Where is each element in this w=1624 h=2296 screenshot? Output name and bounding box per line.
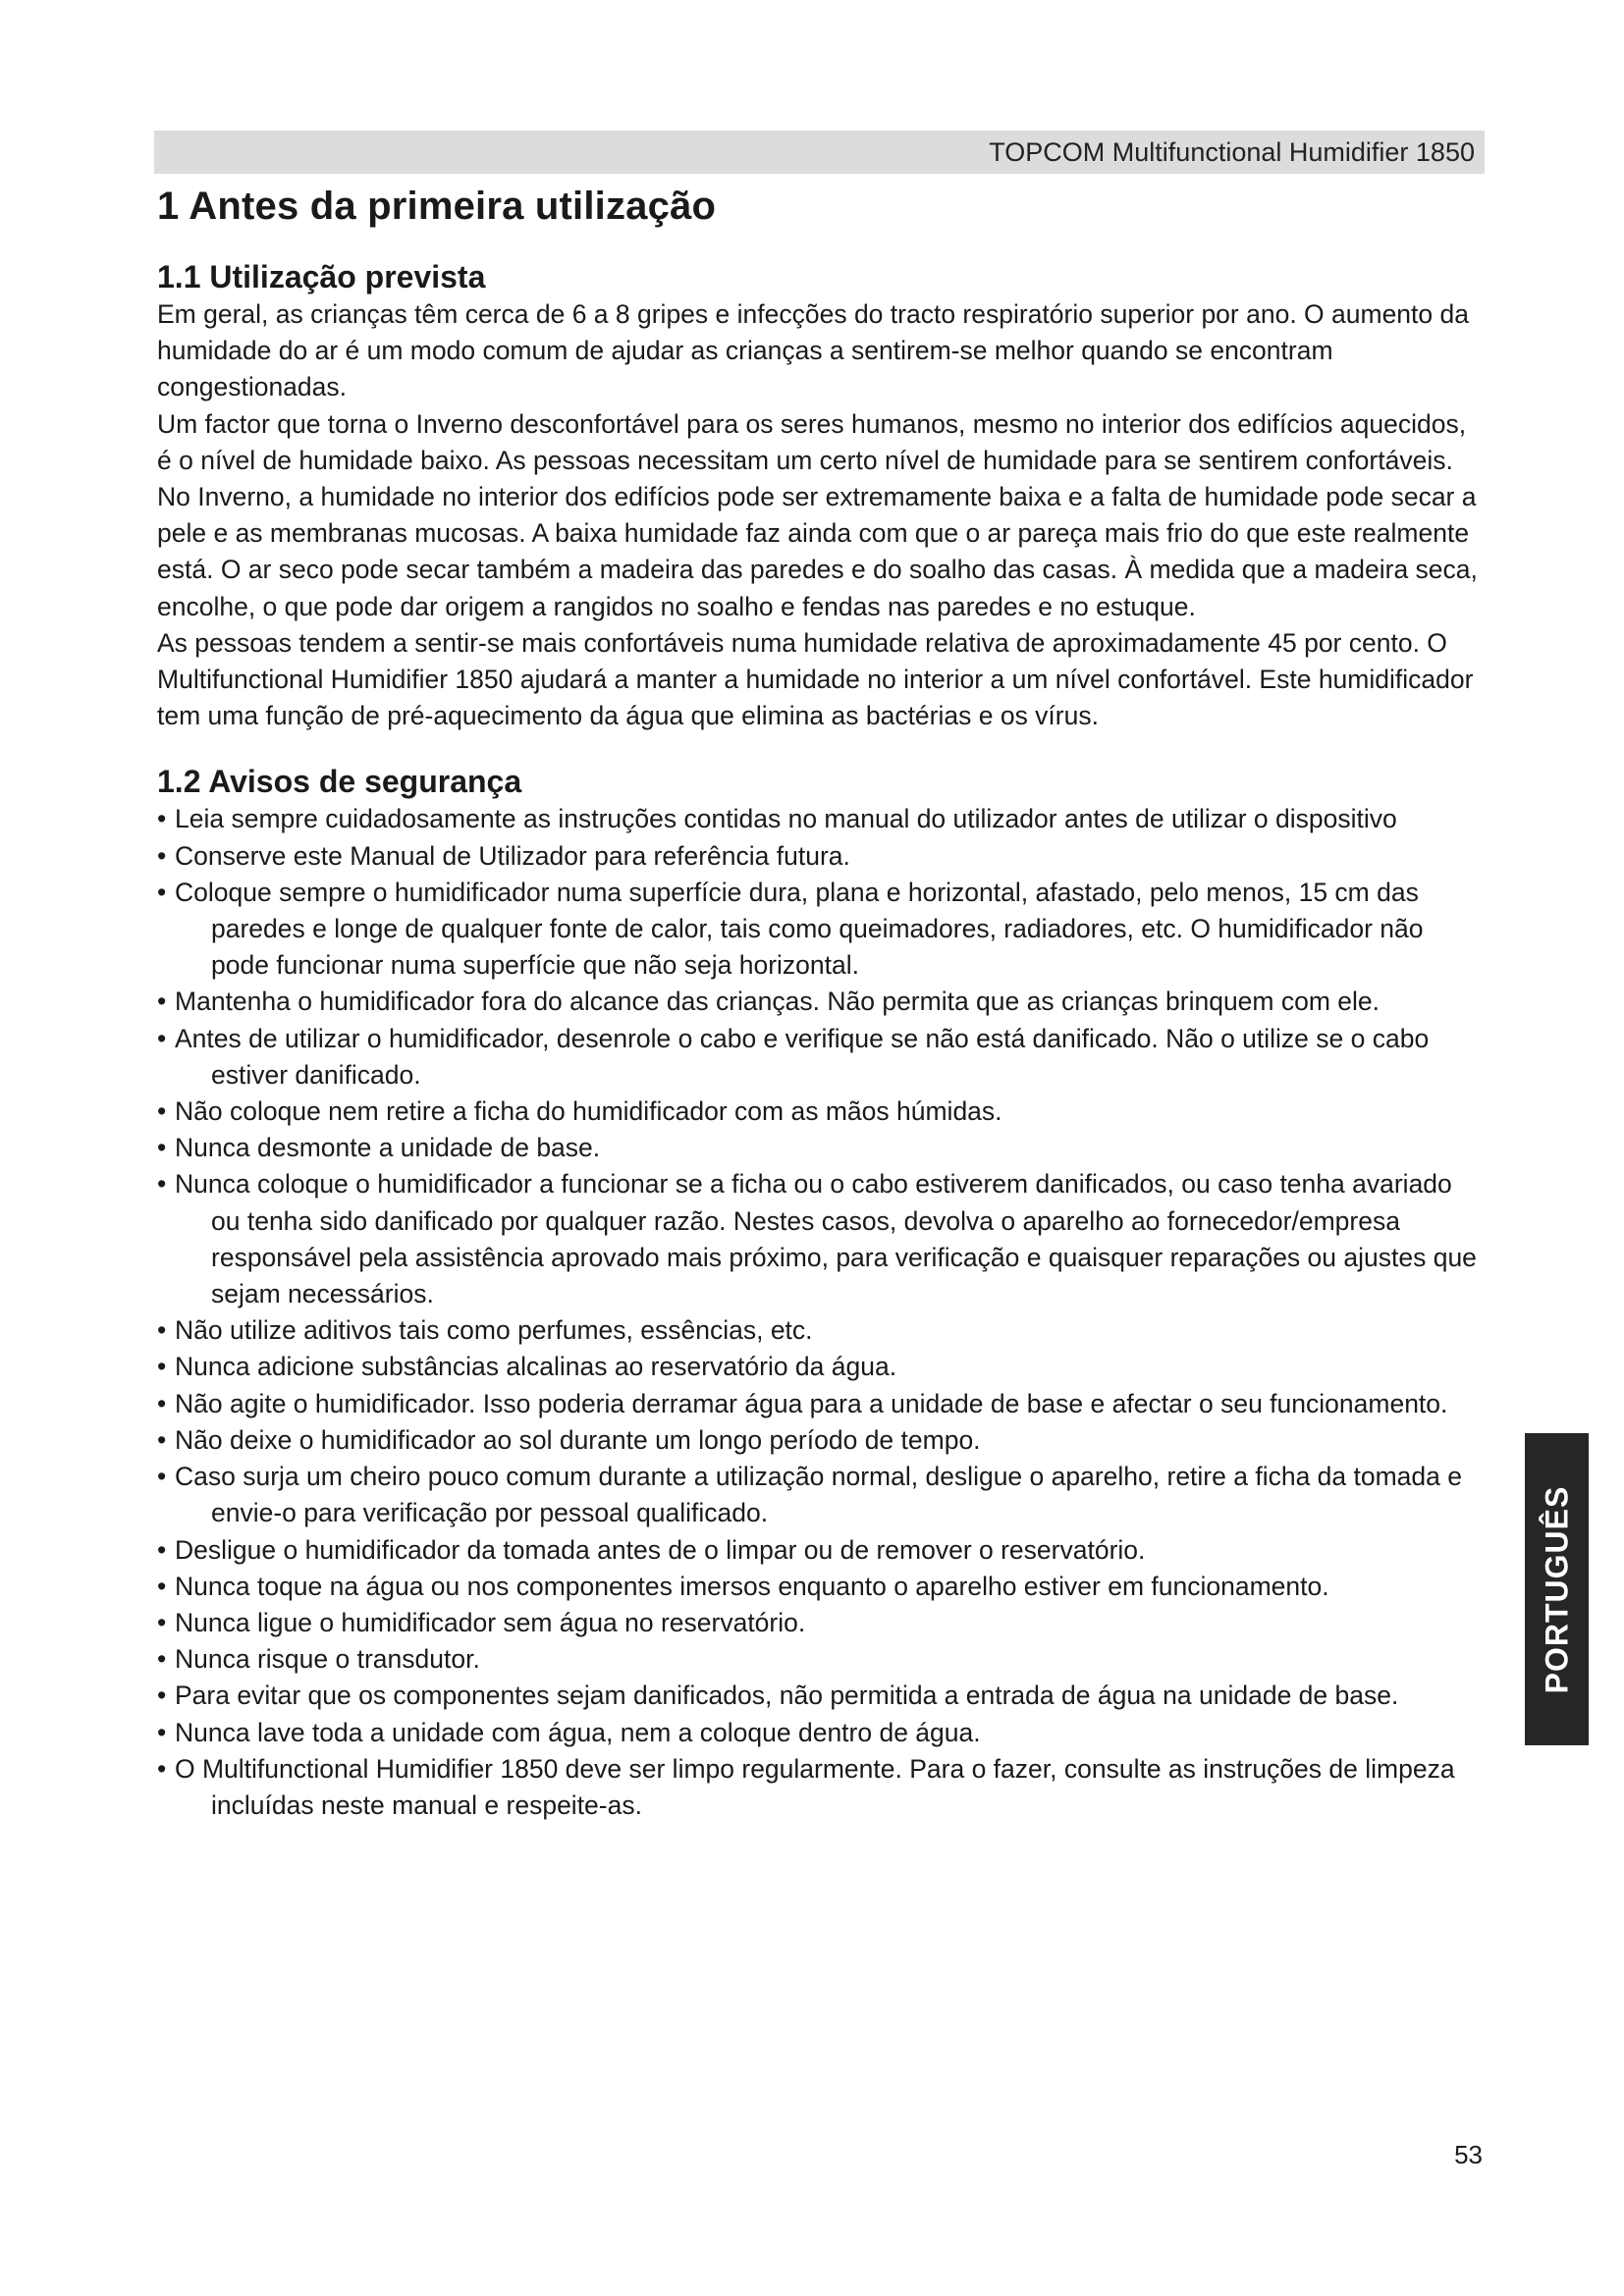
- list-item: [157, 1386, 1483, 1422]
- list-item: [157, 1751, 1483, 1824]
- bullet: •: [157, 1717, 167, 1747]
- list-item-text: Conserve este Manual de Utilizador para referência futura.: [175, 840, 850, 871]
- list-item-text: Não agite o humidificador. Isso poderia derramar água para a unidade de base e afectar o seu funcionamento.: [175, 1388, 1448, 1418]
- list-item-text: Leia sempre cuidadosamente as instruções contidas no manual do utilizador antes de utilizar o dispositivo: [175, 804, 1397, 834]
- bullet: •: [157, 1023, 167, 1053]
- bullet: •: [157, 1315, 167, 1346]
- list-item: [157, 1641, 1483, 1678]
- list-item-text: Nunca toque na água ou nos componentes imersos enquanto o aparelho estiver em funcionamento.: [175, 1571, 1329, 1601]
- chapter-title: 1 Antes da primeira utilização: [157, 185, 717, 228]
- bullet: •: [157, 1133, 167, 1163]
- section-heading-intended-use: 1.1 Utilização prevista: [157, 259, 486, 294]
- list-item-text: Nunca desmonte a unidade de base.: [175, 1133, 601, 1163]
- bullet: •: [157, 1571, 167, 1601]
- header-title: TOPCOM Multifunctional Humidifier 1850: [989, 136, 1475, 167]
- bullet: •: [157, 1462, 167, 1492]
- list-item: [157, 801, 1483, 837]
- bullet: •: [157, 804, 167, 834]
- list-item-text: O Multifunctional Humidifier 1850 deve ser limpo regularmente. Para o fazer, consulte as instruções de limpeza incluídas neste manual e respeite-as.: [175, 1753, 1455, 1820]
- language-tab-label: PORTUGUÊS: [1539, 1485, 1574, 1693]
- paragraph: Um factor que torna o Inverno desconfortável para os seres humanos, mesmo no interior dos edifícios aquecidos, é o nível de humidade baixo. As pessoas necessitam um certo nível de humidade para se sentirem confortáveis. No Inverno, a humidade no interior dos edifícios pode ser extremamente baixa e a falta de humidade pode secar a pele e as membranas mucosas. A baixa humidade faz ainda com que o ar pareça mais frio do que este realmente está. O ar seco pode secar também a madeira das paredes e do soalho das casas. À medida que a madeira seca, encolhe, o que pode dar origem a rangidos no soalho e fendas nas paredes e no estuque.: [157, 408, 1478, 621]
- list-item: [157, 1166, 1483, 1312]
- list-item: [157, 1312, 1483, 1349]
- bullet: •: [157, 1534, 167, 1565]
- list-item: [157, 1130, 1483, 1166]
- running-header: [154, 131, 1485, 174]
- list-item-text: Não deixe o humidificador ao sol durante um longo período de tempo.: [175, 1424, 981, 1455]
- bullet: •: [157, 1607, 167, 1637]
- list-item: [157, 1422, 1483, 1459]
- list-item-text: Nunca ligue o humidificador sem água no reservatório.: [175, 1607, 806, 1637]
- list-item: [157, 1715, 1483, 1751]
- list-item-text: Não coloque nem retire a ficha do humidificador com as mãos húmidas.: [175, 1096, 1002, 1127]
- bullet: •: [157, 1753, 167, 1784]
- list-item-text: Para evitar que os componentes sejam danificados, não permitida a entrada de água na unidade de base.: [175, 1681, 1399, 1711]
- list-item: [157, 875, 1483, 985]
- section-heading-safety-warnings: 1.2 Avisos de segurança: [157, 764, 522, 800]
- page-number: 53: [1454, 2140, 1483, 2169]
- list-item-text: Não utilize aditivos tais como perfumes, essências, etc.: [175, 1315, 813, 1346]
- list-item: [157, 1605, 1483, 1641]
- list-item-text: Mantenha o humidificador fora do alcance das crianças. Não permita que as crianças brinquem com ele.: [175, 987, 1380, 1017]
- list-item-text: Nunca adicione substâncias alcalinas ao reservatório da água.: [175, 1352, 897, 1382]
- safety-warnings-list: [157, 801, 1483, 1824]
- language-tab: [1525, 1433, 1589, 1745]
- page-content: [157, 181, 1483, 1824]
- list-item-text: Nunca risque o transdutor.: [175, 1644, 480, 1675]
- bullet: •: [157, 1681, 167, 1711]
- list-item: [157, 984, 1483, 1020]
- bullet: •: [157, 877, 167, 907]
- list-item: [157, 1532, 1483, 1569]
- bullet: •: [157, 1388, 167, 1418]
- bullet: •: [157, 840, 167, 871]
- list-item-text: Nunca coloque o humidificador a funcionar se a ficha ou o cabo estiverem danificados, ou caso tenha avariado ou tenha sido danificado por qualquer razão. Nestes casos, devolva o aparelho ao fornecedor/empresa responsável pela assistência aprovado mais próximo, para verificação e quaisquer reparações ou ajustes que sejam necessários.: [175, 1169, 1477, 1309]
- list-item: [157, 1678, 1483, 1714]
- list-item: [157, 1569, 1483, 1605]
- list-item: [157, 1021, 1483, 1094]
- list-item-text: Coloque sempre o humidificador numa superfície dura, plana e horizontal, afastado, pelo menos, 15 cm das paredes e longe de qualquer fonte de calor, tais como queimadores, radiadores, etc. O humidificador não pode funcionar numa superfície que não seja horizontal.: [175, 877, 1424, 981]
- list-item-text: Desligue o humidificador da tomada antes de o limpar ou de remover o reservatório.: [175, 1534, 1146, 1565]
- bullet: •: [157, 1096, 167, 1127]
- list-item: [157, 1349, 1483, 1385]
- list-item-text: Antes de utilizar o humidificador, desenrole o cabo e verifique se não está danificado. Não o utilize se o cabo estiver danificado.: [175, 1023, 1430, 1090]
- bullet: •: [157, 1424, 167, 1455]
- bullet: •: [157, 1644, 167, 1675]
- list-item: [157, 1094, 1483, 1130]
- paragraph: As pessoas tendem a sentir-se mais confortáveis numa humidade relativa de aproximadamente 45 por cento. O Multifunctional Humidifier 1850 ajudará a manter a humidade no interior a um nível confortável. Este humidificador tem uma função de pré-aquecimento da água que elimina as bactérias e os vírus.: [157, 627, 1474, 731]
- bullet: •: [157, 987, 167, 1017]
- paragraph: Em geral, as crianças têm cerca de 6 a 8 gripes e infecções do tracto respiratório superior por ano. O aumento da humidade do ar é um modo comum de ajudar as crianças a sentirem-se melhor quando se encontram congestionadas.: [157, 299, 1469, 402]
- list-item: [157, 838, 1483, 875]
- list-item: [157, 1459, 1483, 1531]
- list-item-text: Nunca lave toda a unidade com água, nem a coloque dentro de água.: [175, 1717, 981, 1747]
- bullet: •: [157, 1169, 167, 1200]
- list-item-text: Caso surja um cheiro pouco comum durante a utilização normal, desligue o aparelho, retire a ficha da tomada e envie-o para verificação por pessoal qualificado.: [175, 1462, 1462, 1528]
- bullet: •: [157, 1352, 167, 1382]
